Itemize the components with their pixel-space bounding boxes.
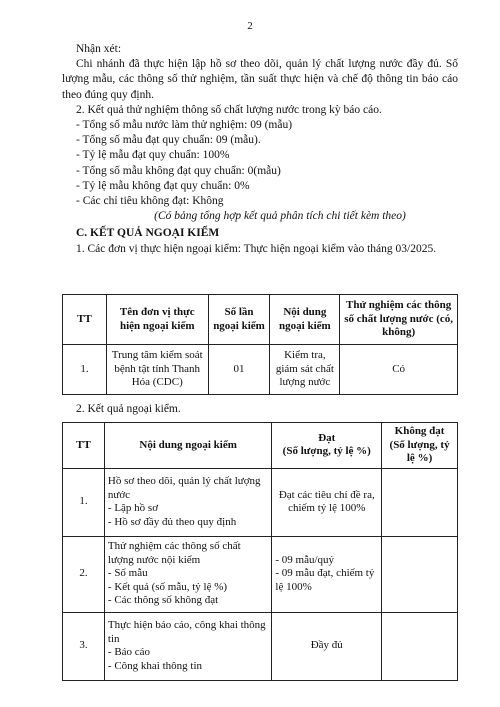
bullet-item: - Tỷ lệ mẫu không đạt quy chuẩn: 0% [76,179,250,192]
table2-cell-content [104,536,271,612]
page-number: 2 [247,20,253,32]
pass-line: Đầy đủ [310,639,343,652]
item2-block [62,402,458,417]
table2-cell-pass [272,612,382,680]
pass-line: - 09 mẫu/quý [275,553,335,566]
table2-header-tt: TT [63,423,105,469]
content-line: - Lập hồ sơ [107,502,159,514]
content-line: - Các thông số không đạt [107,594,219,607]
item1-text: 1. Các đơn vị thực hiện ngoại kiểm: Thực hiện ngoại kiểm vào tháng 03/2025. [76,242,437,255]
bullet-item: - Tỷ lệ mẫu đạt quy chuẩn: 100% [76,149,230,162]
bullet-item: - Tổng số mẫu nước làm thử nghiệm: 09 (mẫu) [76,119,293,132]
review-paragraph: Chi nhánh đã thực hiện lập hồ sơ theo dõi, quản lý chất lượng nước đầy đủ. Số lượng mẫu, các thông số thử nghiệm, tần suất thực hiện và chế độ thông tin báo cáo theo đúng quy định. [62,58,458,101]
content-line: - Số mẫu [107,567,148,580]
table-row [63,468,458,536]
table1-cell-content: Kiểm tra, giám sát chất lượng nước [270,345,340,395]
item2-text: 2. Kết quả ngoại kiểm. [76,403,181,415]
content-line: - Kết quả (số mẫu, tỷ lệ %) [107,580,228,593]
table2-header-fail: Không đạt (Số lượng, tỷ lệ %) [382,423,458,469]
content-line: Hồ sơ theo dõi, quản lý chất lượng nước [107,475,261,501]
table2-cell-fail [382,612,458,680]
table2-cell-tt: 2. [63,536,105,612]
table1-header-testing: Thử nghiệm các thông số chất lượng nước (có, không) [340,295,458,345]
table2-cell-pass [272,536,382,612]
table2-cell-fail [382,536,458,612]
table1-header-unit: Tên đơn vị thực hiện ngoại kiểm [106,295,208,345]
table1-cell-count: 01 [208,345,270,395]
table2-cell-content [104,468,271,536]
content-line: Thực hiện báo cáo, công khai thông tin [107,619,266,645]
bullet-item: - Tổng số mẫu đạt quy chuẩn: 09 (mẫu). [76,134,261,147]
section2-title: 2. Kết quả thử nghiệm thông số chất lượng nước trong kỳ báo cáo. [76,103,382,116]
table-row [63,345,458,395]
content-line: - Báo cáo [107,646,151,658]
table2-header-pass: Đạt (Số lượng, tỷ lệ %) [272,423,382,469]
table-row [63,536,458,612]
table2-cell-pass [272,468,382,536]
pass-line: Đạt các tiêu chí đề ra, chiếm tỷ lệ 100% [278,488,375,514]
table2-cell-fail [382,468,458,536]
review-heading: Nhận xét: [76,43,122,55]
review-section [62,42,458,257]
content-line: - Hồ sơ đầy đủ theo quy định [107,515,237,528]
table2-header-content: Nội dung ngoại kiểm [104,423,271,469]
attachment-note: (Có bảng tổng hợp kết quả phân tích chi tiết kèm theo) [154,210,406,223]
pass-line: - 09 mẫu đạt, chiếm tỷ lệ 100% [275,567,375,593]
external-units-table [62,294,458,395]
table1-cell-unit: Trung tâm kiểm soát bệnh tật tỉnh Thanh Hóa (CDC) [106,345,208,395]
table1-header-tt: TT [63,295,107,345]
section-c-title: C. KẾT QUẢ NGOẠI KIỂM [76,227,220,240]
table1-cell-tt: 1. [63,345,107,395]
table2-cell-tt: 1. [63,468,105,536]
table1-header-count: Số lần ngoại kiểm [208,295,270,345]
external-results-table [62,422,458,681]
content-line: Thử nghiệm các thông số chất lượng nước nội kiểm [107,540,241,566]
table2-cell-content [104,612,271,680]
content-line: - Công khai thông tin [107,659,203,672]
table1-header-content: Nội dung ngoại kiểm [270,295,340,345]
table-row [63,612,458,680]
table2-cell-tt: 3. [63,612,105,680]
bullet-item: - Tổng số mẫu không đạt quy chuẩn: 0(mẫu) [76,164,281,177]
table1-cell-testing: Có [340,345,458,395]
bullet-item: - Các chỉ tiêu không đạt: Không [76,195,224,208]
